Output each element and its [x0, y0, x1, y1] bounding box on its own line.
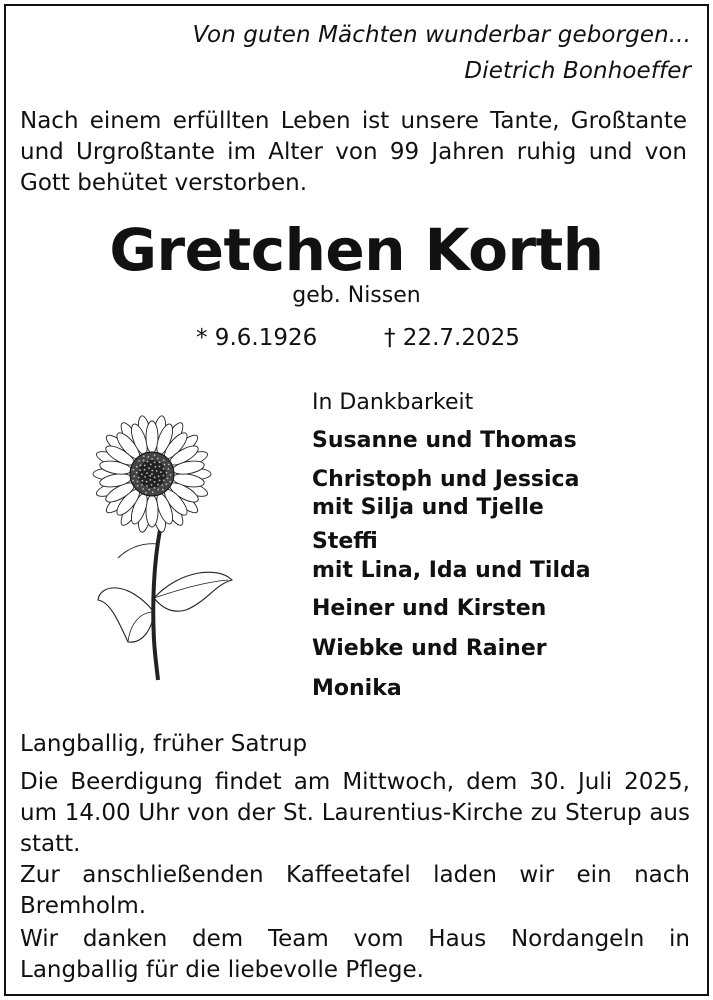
- family-member: Monika: [312, 676, 402, 701]
- family-member: mit Lina, Ida und Tilda: [312, 558, 591, 583]
- maiden-name: geb. Nissen: [292, 283, 421, 308]
- deceased-name: Gretchen Korth: [109, 216, 604, 284]
- funeral-paragraph: Die Beerdigung findet am Mittwoch, dem 30. Juli 2025, um 14.00 Uhr von der St. Laurentius-Kirche zu Sterup aus statt.: [20, 769, 690, 857]
- family-member: Christoph und Jessica: [312, 467, 580, 492]
- location-text: Langballig, früher Satrup: [20, 731, 308, 757]
- family-member: Wiebke und Rainer: [312, 636, 547, 661]
- thanks-paragraph: Wir danken dem Team vom Haus Nordangeln in Langballig für die liebevolle Pflege.: [20, 926, 690, 983]
- intro-text: Nach einem erfüllten Leben ist unsere Tante, Großtante und Urgroßtante im Alter von 99 Jahren ruhig und von Gott behütet verstorben.: [20, 108, 687, 196]
- family-member: Heiner und Kirsten: [312, 596, 547, 621]
- family-member: Susanne und Thomas: [312, 428, 577, 453]
- sunflower-icon: [88, 412, 258, 682]
- coffee-paragraph: Zur anschließenden Kaffeetafel laden wir ein nach Bremholm.: [20, 862, 690, 919]
- birth-date: * 9.6.1926: [196, 325, 318, 351]
- quote-text: Von guten Mächten wunderbar geborgen...: [192, 22, 691, 48]
- death-date: † 22.7.2025: [384, 325, 520, 351]
- quote-author: Dietrich Bonhoeffer: [464, 58, 691, 84]
- family-member: Steffi: [312, 529, 378, 554]
- family-lead: In Dankbarkeit: [312, 390, 474, 415]
- family-member: mit Silja und Tjelle: [312, 495, 544, 520]
